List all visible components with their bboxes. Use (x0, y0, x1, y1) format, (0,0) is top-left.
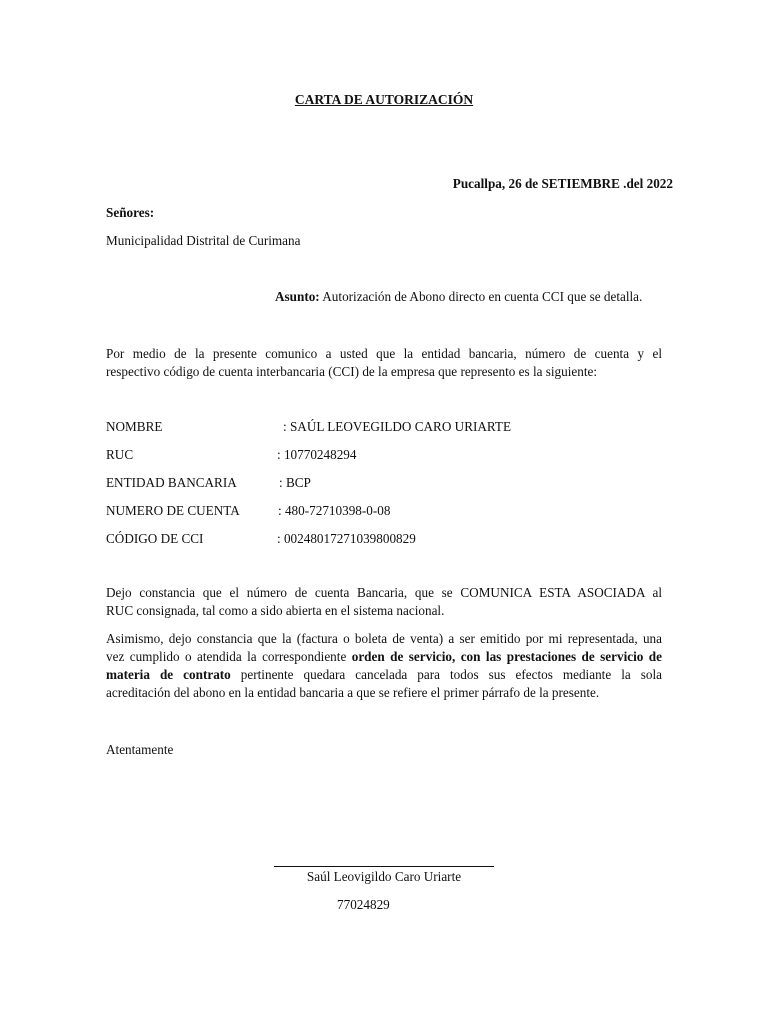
subject-line (275, 288, 642, 306)
paragraph-payment-terms (106, 630, 662, 702)
field-value-nombre: : SAÚL LEOVEGILDO CARO URIARTE (283, 419, 512, 434)
paragraph2-line-1: Dejo constancia que el número de cuenta Bancaria, que se COMUNICA ESTA ASOCIADA al (106, 585, 662, 600)
signature-line (274, 866, 494, 867)
field-value-cci: : 00248017271039800829 (277, 531, 416, 546)
paragraph2-line-2: RUC consignada, tal como a sido abierta en el sistema nacional. (106, 603, 445, 618)
paragraph3-line-3-bold: materia de contrato (106, 667, 231, 682)
field-value-ruc: : 10770248294 (277, 447, 357, 462)
recipient: Municipalidad Distrital de Curimana (106, 233, 301, 248)
paragraph-account-association (106, 584, 662, 620)
subject-label: Asunto: (275, 289, 320, 304)
paragraph3-line-4: acreditación del abono en la entidad bancaria a que se refiere el primer párrafo de la presente. (106, 685, 600, 700)
intro-line-1: Por medio de la presente comunico a usted que la entidad bancaria, número de cuenta y el (106, 346, 662, 361)
letter-date: Pucallpa, 26 de SETIEMBRE .del 2022 (452, 176, 673, 191)
signature-id: 77024829 (337, 897, 390, 912)
paragraph3-line-2 (106, 648, 662, 666)
closing: Atentamente (106, 742, 174, 757)
field-label-cci: CÓDIGO DE CCI (106, 531, 204, 546)
field-label-nombre: NOMBRE (106, 419, 163, 434)
paragraph3-line-2-text: vez cumplido o atendida la correspondiente (106, 649, 352, 664)
signature-name: Saúl Leovigildo Caro Uriarte (306, 869, 462, 884)
intro-paragraph (106, 345, 662, 381)
paragraph3-line-2-bold: orden de servicio, con las prestaciones de servicio de (351, 649, 662, 664)
paragraph3-line-1: Asimismo, dejo constancia que la (factura o boleta de venta) a ser emitido por mi representada, una (106, 631, 662, 646)
field-value-cuenta: : 480-72710398-0-08 (278, 503, 391, 518)
field-label-ruc: RUC (106, 447, 134, 462)
letter-title: CARTA DE AUTORIZACIÓN (294, 92, 474, 107)
field-label-cuenta: NUMERO DE CUENTA (106, 503, 240, 518)
intro-line-2: respectivo código de cuenta interbancaria (CCI) de la empresa que represento es la siguiente: (106, 364, 598, 379)
paragraph3-line-3 (106, 666, 662, 684)
salutation: Señores: (106, 205, 155, 220)
field-label-entidad: ENTIDAD BANCARIA (106, 475, 237, 490)
paragraph3-line-3-text: pertinente quedara cancelada para todos sus efectos mediante la sola (230, 667, 662, 682)
subject-text: Autorización de Abono directo en cuenta CCI que se detalla. (322, 289, 643, 304)
field-value-entidad: : BCP (279, 475, 311, 490)
